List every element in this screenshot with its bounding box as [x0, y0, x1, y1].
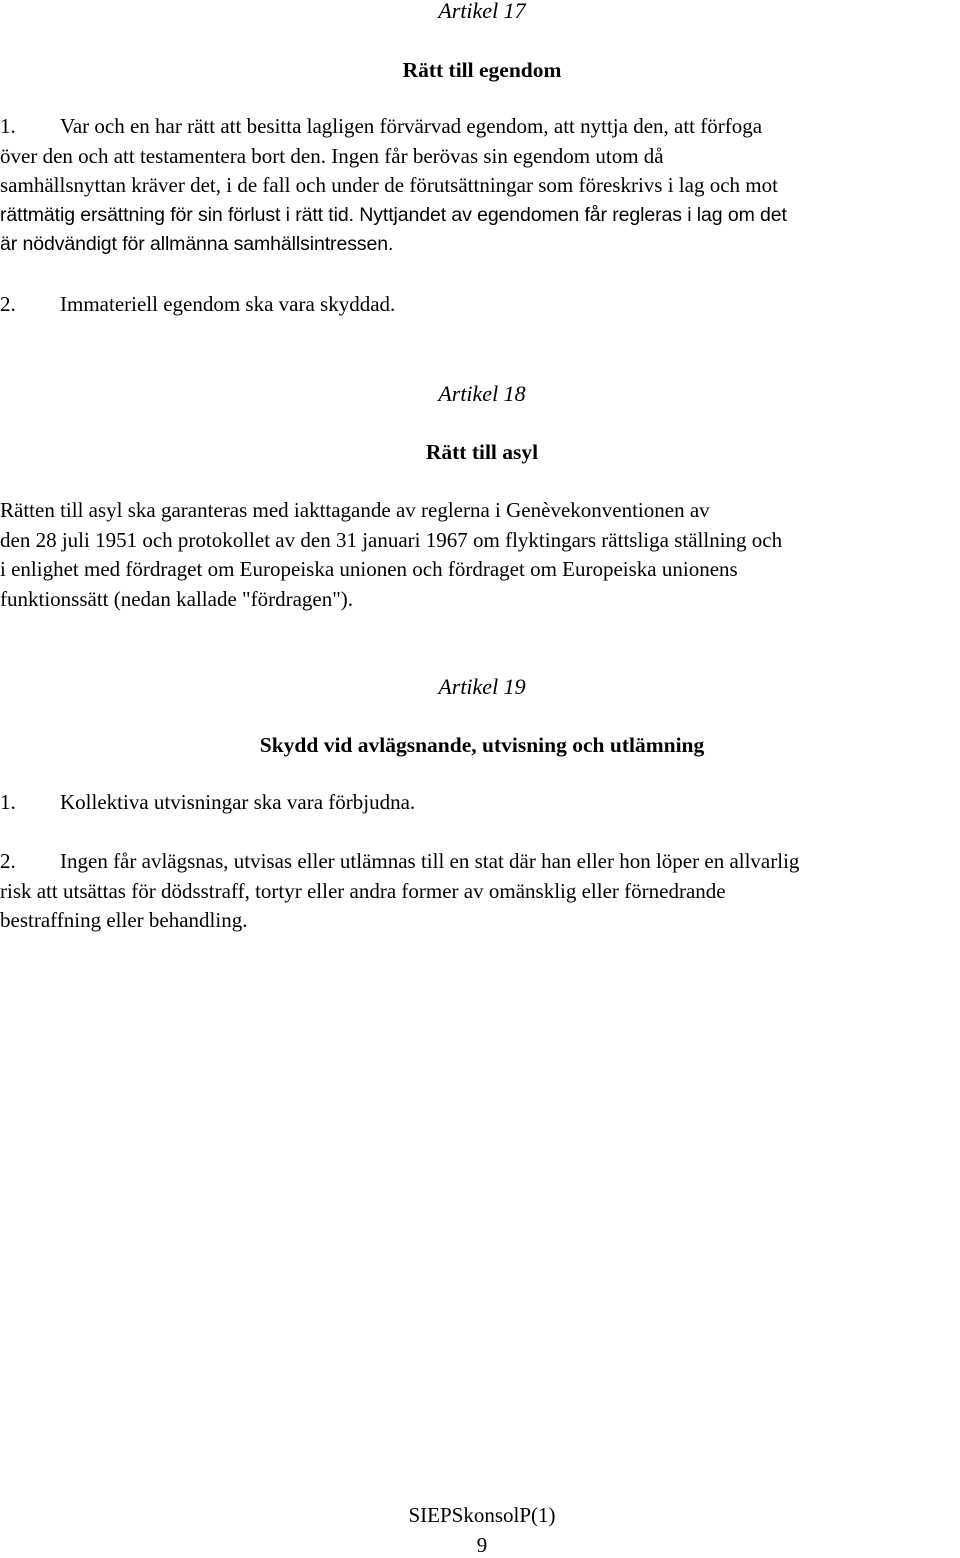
paragraph-number: 1.: [0, 114, 16, 138]
paragraph-text-line: är nödvändigt för allmänna samhällsintressen.: [0, 233, 394, 255]
article-17-title: Rätt till egendom: [402, 58, 562, 82]
footer-document-reference: SIEPSkonsolP(1): [408, 1503, 556, 1527]
article-17-number: Artikel 17: [438, 0, 526, 23]
paragraph-text-line: Var och en har rätt att besitta lagligen förvärvad egendom, att nyttja den, att förfoga: [60, 114, 763, 138]
paragraph-text-line: över den och att testamentera bort den. Ingen får berövas sin egendom utom då: [0, 143, 664, 168]
article-19-paragraph-2: [0, 847, 960, 936]
footer-page-number: 9: [476, 1533, 488, 1557]
paragraph-text-line: Rätten till asyl ska garanteras med iakttagande av reglerna i Genèvekonventionen av: [0, 498, 710, 522]
paragraph-text-line: funktionssätt (nedan kallade "fördragen").: [0, 586, 354, 611]
article-17-paragraph-1: [0, 112, 960, 260]
article-19-paragraph-1: [0, 788, 960, 818]
article-19-title: Skydd vid avlägsnande, utvisning och utlämning: [259, 733, 705, 757]
paragraph-text-line: risk att utsättas för dödsstraff, tortyr eller andra former av omänsklig eller förnedrande: [0, 878, 726, 903]
article-18-body: [0, 496, 960, 614]
paragraph-text-line: Ingen får avlägsnas, utvisas eller utlämnas till en stat där han eller hon löper en allvarlig: [60, 849, 800, 873]
article-18-title: Rätt till asyl: [425, 440, 539, 464]
paragraph-text-line: Immateriell egendom ska vara skyddad.: [60, 292, 396, 316]
paragraph-text-line: rättmätig ersättning för sin förlust i rätt tid. Nyttjandet av egendomen får regleras i lag om det: [0, 203, 787, 226]
paragraph-text-line: Kollektiva utvisningar ska vara förbjudna.: [60, 790, 416, 814]
paragraph-number: 1.: [0, 790, 16, 814]
paragraph-text-line: bestraffning eller behandling.: [0, 908, 248, 932]
paragraph-number: 2.: [0, 292, 16, 316]
article-19-number: Artikel 19: [438, 674, 526, 699]
article-18-number: Artikel 18: [438, 381, 526, 406]
paragraph-text-line: samhällsnyttan kräver det, i de fall och under de förutsättningar som föreskrivs i lag och mot: [0, 173, 778, 197]
paragraph-text-line: den 28 juli 1951 och protokollet av den 31 januari 1967 om flyktingars rättsliga ställning och: [0, 527, 783, 552]
article-17-paragraph-2: [0, 290, 960, 320]
paragraph-number: 2.: [0, 849, 16, 873]
paragraph-text-line: i enlighet med fördraget om Europeiska unionen och fördraget om Europeiska unionens: [0, 557, 738, 581]
